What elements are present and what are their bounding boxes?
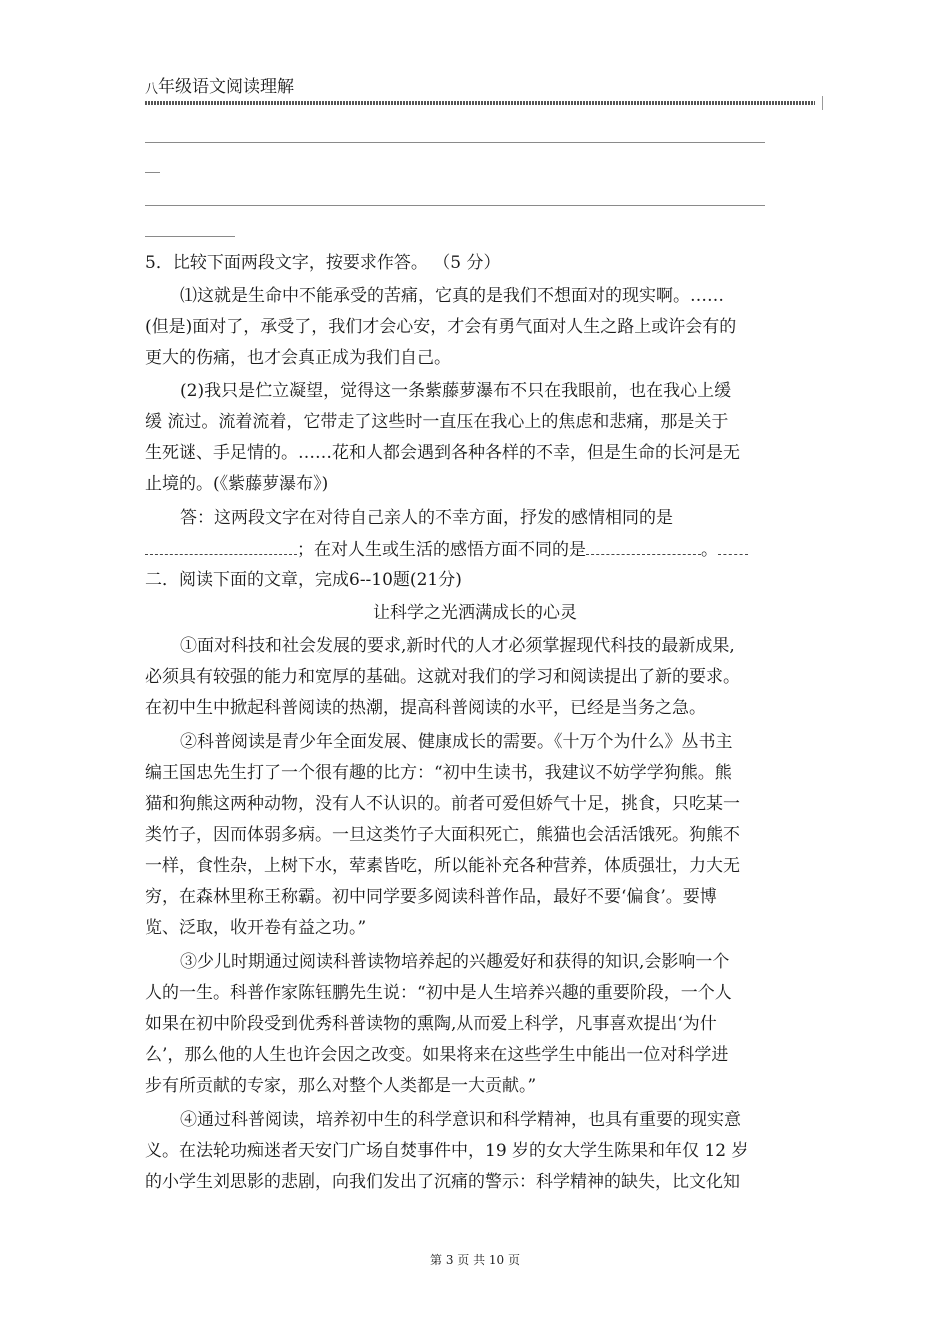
answer-blank-2[interactable]	[586, 536, 701, 555]
q5-excerpt-2-line: 缓 流过。流着流着，它带走了这些时一直压在我心上的焦虑和悲痛，那是关于	[145, 412, 729, 432]
article-paragraph-2-line: 览、泛取，收开卷有益之功。”	[145, 918, 367, 938]
answer-line	[145, 142, 765, 143]
header-title: 年级语文阅读理解	[158, 77, 295, 97]
header-grade: 八	[145, 82, 159, 97]
q5-excerpt-1-line: 更大的伤痛，也才会真正成为我们自己。	[145, 348, 451, 368]
answer-blank-tail	[718, 536, 748, 555]
article-paragraph-4-line: 的小学生刘思影的悲剧，向我们发出了沉痛的警示：科学精神的缺失，比文化知	[145, 1172, 740, 1192]
page-header	[145, 72, 294, 102]
article-paragraph-3-line: 如果在初中阶段受到优秀科普读物的熏陶,从而爱上科学，凡事喜欢提出‘为什	[145, 1014, 717, 1034]
article-paragraph-2-line: 穷，在森林里称王称霸。初中同学要多阅读科普作品，最好不要‘偏食’。要博	[145, 887, 717, 907]
article-paragraph-1-line: 必须具有较强的能力和宽厚的基础。这就对我们的学习和阅读提出了新的要求。	[145, 667, 740, 687]
article-paragraph-3-line: 么’，那么他的人生也许会因之改变。如果将来在这些学生中能出一位对科学进	[145, 1045, 729, 1065]
answer-line	[145, 205, 765, 206]
header-rule	[145, 101, 815, 105]
article-title: 让科学之光洒满成长的心灵	[373, 603, 577, 623]
question-5-prompt: 5．比较下面两段文字，按要求作答。 （5 分）	[145, 253, 501, 273]
answer-line	[145, 236, 235, 237]
article-paragraph-2-line: ②科普阅读是青少年全面发展、健康成长的需要。《十万个为什么》丛书主	[180, 732, 733, 752]
q5-excerpt-2-line: (2)我只是伫立凝望，觉得这一条紫藤萝瀑布不只在我眼前，也在我心上缓	[180, 381, 732, 401]
q5-answer-prompt-2: ；在对人生或生活的感悟方面不同的是	[297, 540, 586, 560]
article-paragraph-3-line: 人的一生。科普作家陈钰鹏先生说：“初中是人生培养兴趣的重要阶段，一个人	[145, 983, 732, 1003]
answer-blank-1[interactable]	[145, 536, 297, 555]
section-2-heading: 二．阅读下面的文章，完成6--10题(21分)	[145, 570, 462, 590]
article-paragraph-3-line: ③少儿时期通过阅读科普读物培养起的兴趣爱好和获得的知识,会影响一个	[180, 952, 730, 972]
article-paragraph-3-line: 步有所贡献的专家，那么对整个人类都是一大贡献。”	[145, 1076, 537, 1096]
page-footer: 第 3 页 共 10 页	[430, 1253, 520, 1267]
article-paragraph-2-line: 编王国忠先生打了一个很有趣的比方：“初中生读书，我建议不妨学学狗熊。熊	[145, 763, 732, 783]
q5-excerpt-2-line: 生死谜、手足情的。……花和人都会遇到各种各样的不幸，但是生命的长河是无	[145, 443, 740, 463]
article-paragraph-4-line: 义。在法轮功痴迷者天安门广场自焚事件中，19 岁的女大学生陈果和年仅 12 岁	[145, 1141, 749, 1161]
article-paragraph-2-line: 类竹子，因而体弱多病。一旦这类竹子大面积死亡，熊猫也会活活饿死。狗熊不	[145, 825, 740, 845]
article-paragraph-4-line: ④通过科普阅读，培养初中生的科学意识和科学精神，也具有重要的现实意	[180, 1110, 741, 1130]
q5-excerpt-2-line: 止境的。(《紫藤萝瀑布》)	[145, 474, 329, 494]
article-paragraph-2-line: 猫和狗熊这两种动物，没有人不认识的。前者可爱但娇气十足，挑食，只吃某一	[145, 794, 740, 814]
q5-answer-end: 。	[701, 540, 718, 560]
article-paragraph-2-line: 一样，食性杂，上树下水，荤素皆吃，所以能补充各种营养，体质强壮，力大无	[145, 856, 740, 876]
q5-answer-prompt: 答：这两段文字在对待自己亲人的不幸方面，抒发的感情相同的是	[180, 508, 673, 528]
q5-excerpt-1-line: (但是)面对了，承受了，我们才会心安，才会有勇气面对人生之路上或许会有的	[145, 317, 737, 337]
article-paragraph-1-line: 在初中生中掀起科普阅读的热潮，提高科普阅读的水平，已经是当务之急。	[145, 698, 706, 718]
q5-excerpt-1-line: ⑴这就是生命中不能承受的苦痛，它真的是我们不想面对的现实啊。……	[180, 286, 724, 306]
answer-line	[145, 172, 160, 173]
q5-answer-line	[145, 536, 748, 563]
header-rule-end-mark	[822, 96, 827, 110]
article-paragraph-1-line: ①面对科技和社会发展的要求,新时代的人才必须掌握现代科技的最新成果,	[180, 636, 735, 656]
